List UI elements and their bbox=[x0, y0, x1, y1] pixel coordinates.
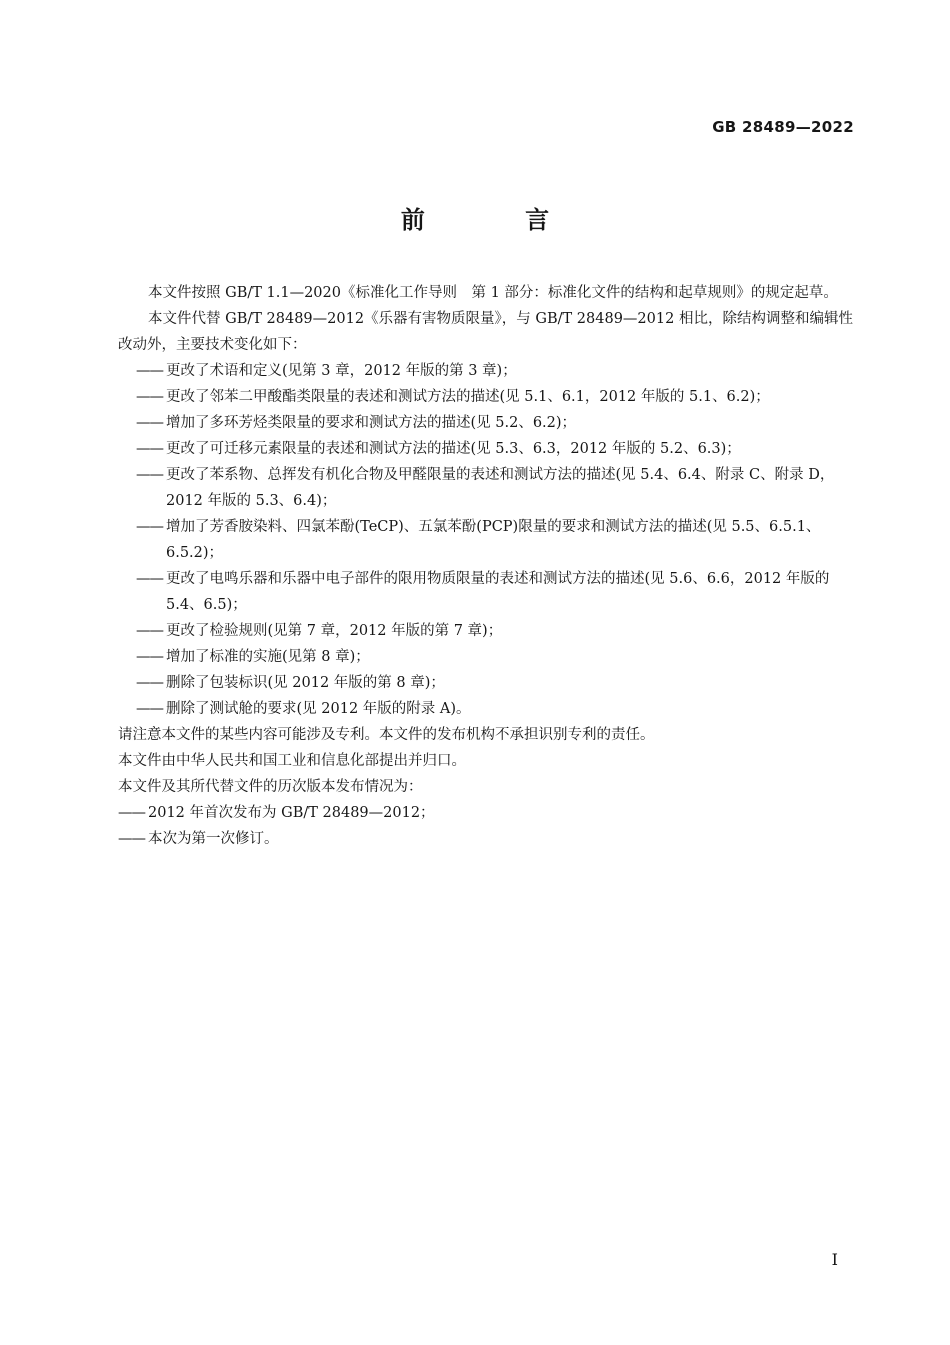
list-item-text: 增加了多环芳烃类限量的要求和测试方法的描述(见 5.2、6.2)； bbox=[166, 415, 577, 431]
history-list bbox=[118, 800, 858, 852]
list-item bbox=[118, 462, 858, 514]
list-item bbox=[118, 644, 858, 670]
list-item bbox=[118, 436, 858, 462]
list-item-text: 更改了术语和定义(见第 3 章，2012 年版的第 3 章)； bbox=[166, 363, 517, 379]
dash-marker: —— bbox=[136, 571, 163, 587]
dash-marker: —— bbox=[136, 701, 163, 717]
list-item-text: 增加了标准的实施(见第 8 章)； bbox=[166, 649, 370, 665]
page-title: 前 言 bbox=[400, 206, 596, 234]
dash-marker: —— bbox=[118, 805, 145, 821]
dash-marker: —— bbox=[136, 675, 163, 691]
list-item-text: 本次为第一次修订。 bbox=[148, 831, 279, 847]
list-item bbox=[118, 566, 858, 618]
changes-list bbox=[118, 358, 858, 722]
dash-marker: —— bbox=[136, 415, 163, 431]
page-number: I bbox=[831, 1250, 838, 1269]
paragraph-history-intro: 本文件及其所代替文件的历次版本发布情况为： bbox=[118, 779, 423, 795]
list-item-text: 更改了苯系物、总挥发有机化合物及甲醛限量的表述和测试方法的描述(见 5.4、6.4、附录 C、附录 D，2012 年版的 5.3、6.4)； bbox=[166, 467, 835, 509]
dash-marker: —— bbox=[136, 467, 163, 483]
list-item-text: 2012 年首次发布为 GB/T 28489—2012； bbox=[148, 805, 435, 821]
dash-marker: —— bbox=[136, 441, 163, 457]
standard-number: GB 28489—2022 bbox=[712, 118, 854, 136]
paragraph-replacement: 本文件代替 GB/T 28489—2012《乐器有害物质限量》，与 GB/T 28489—2012 相比，除结构调整和编辑性改动外，主要技术变化如下： bbox=[118, 311, 853, 353]
list-item-text: 删除了包装标识(见 2012 年版的第 8 章)； bbox=[166, 675, 445, 691]
list-item-text: 增加了芳香胺染料、四氯苯酚(TeCP)、五氯苯酚(PCP)限量的要求和测试方法的描述(见 5.5、6.5.1、6.5.2)； bbox=[166, 519, 821, 561]
list-item bbox=[118, 696, 858, 722]
paragraph-proposer: 本文件由中华人民共和国工业和信息化部提出并归口。 bbox=[118, 753, 466, 769]
dash-marker: —— bbox=[136, 389, 163, 405]
paragraph-drafting-rules: 本文件按照 GB/T 1.1—2020《标准化工作导则 第 1 部分：标准化文件的结构和起草规则》的规定起草。 bbox=[148, 285, 838, 301]
list-item-text: 更改了可迁移元素限量的表述和测试方法的描述(见 5.3、6.3，2012 年版的 5.2、6.3)； bbox=[166, 441, 741, 457]
list-item bbox=[118, 410, 858, 436]
dash-marker: —— bbox=[136, 363, 163, 379]
paragraph-patent-notice: 请注意本文件的某些内容可能涉及专利。本文件的发布机构不承担识别专利的责任。 bbox=[118, 727, 655, 743]
list-item bbox=[118, 358, 858, 384]
list-item-text: 更改了检验规则(见第 7 章，2012 年版的第 7 章)； bbox=[166, 623, 503, 639]
list-item bbox=[118, 800, 858, 826]
list-item-text: 删除了测试舱的要求(见 2012 年版的附录 A)。 bbox=[166, 701, 471, 717]
dash-marker: —— bbox=[136, 623, 163, 639]
list-item bbox=[118, 618, 858, 644]
list-item-text: 更改了电鸣乐器和乐器中电子部件的限用物质限量的表述和测试方法的描述(见 5.6、6.6，2012 年版的 5.4、6.5)； bbox=[166, 571, 830, 613]
dash-marker: —— bbox=[136, 649, 163, 665]
list-item bbox=[118, 384, 858, 410]
dash-marker: —— bbox=[136, 519, 163, 535]
dash-marker: —— bbox=[118, 831, 145, 847]
list-item bbox=[118, 670, 858, 696]
foreword-body bbox=[118, 280, 858, 852]
list-item-text: 更改了邻苯二甲酸酯类限量的表述和测试方法的描述(见 5.1、6.1，2012 年版的 5.1、6.2)； bbox=[166, 389, 770, 405]
list-item bbox=[118, 826, 858, 852]
list-item bbox=[118, 514, 858, 566]
